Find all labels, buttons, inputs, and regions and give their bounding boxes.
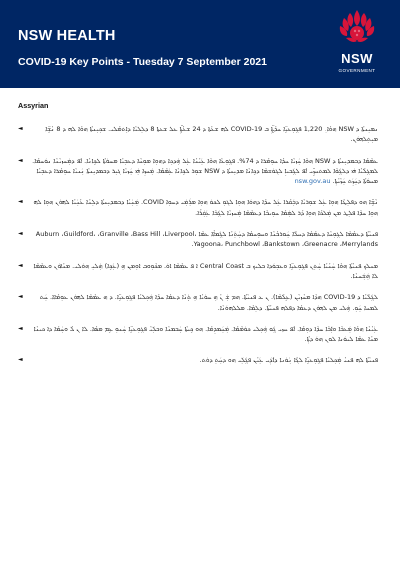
list-item-text: ܥܡܵܡܵܐ ܕܒܡܕܝܼܢܬܵܐ ܕ NSW ܗܘܵܐ ܚܲܙܝܵܐ ܚܕܵܐ ܚܘܼܡܵܪܐ ܕ 74%. ܦܓܼܘܼܥܵܐ ܗܘܵܐ ܥܲܝܵܢܵܐ ܥܲܠ ܗܲܕܟܸܐ ܕܗܘܼܐ ܡܘܼܚܵܐ ܕܥܒܼܝܵܐ ܡܚܘܿܬܵܐ ܠܟܹܐܢܵܐ. ܐܵܦ ܕܡܲܚܙܝܵܢܵܐ ܢܘܿܚܡܵܐ. ܠܡܓܼܠܵܝܵܐ ܗܿܝ ܕܠܓܲܘܵܐ ܠܡܬܚܙܹ̈ܝ ܐܵܦ ܠܓܲܒܝܐܸ ܠܓܘܿܫܡܵܐ ܕܟܹܐܢܵܐ ܡܕܝܼܢܬܵܐ ܕ NSW ܫܘܼܪ ܠܟܹܐܢܵܐ ܥܲܡܵܡܵܐ. ܡܲܚܙܸܐ ܗܲܝ ܚܲܙܝܵܐ ܓܝܼܪ ܕܒܡܕܝܼܢܬܵܐ ܢܲܢܝܵܐ ܚܘܼܡܵܪܐ ܕܥܒܼܝܵܐ ܡܚܘܿܬܵܐ ܕܚܲܙܲܬ ܚܲܙܵܝܵܬܼܐ.	[32, 156, 378, 186]
language-label: Assyrian	[18, 101, 49, 110]
list-item	[18, 292, 378, 313]
logo-subtext: GOVERNMENT	[338, 68, 376, 73]
list-item-text: ܢܡܝܼܢܬܵܐ ܕ NSW ܗܘܵܐ܉ 1,220 ܦܓܼܘܼܥܝܹ̈ܐ ܚܕܵܬ݂ܹ̈ܐ ܒ COVID-19 ܠܗ ܫܥܵܬܐ ܕ 24 ܫܥܵܬܹ̈ܐ ܥܠ ܫܥܬܐ 8 ܕܠܸܠܝܵܐ ܕܐܸܬܡܵܠܝ. ܫܟܼܝܼܢܬܵܐ ܗܘܵܐ ܠܗ ܕ 8 ܢܵܫܹ̈ܐ ܡܝܼܬܼܠܗܘܿܢ.	[45, 125, 378, 144]
list-item-text: ܢܵܫܹ̈ܐ ܗܘ ܕܦܠܸܛܵܐ ܗܘܼܐ ܥܲܠ ܫܘܼܪܝܵܐ ܕܒܲܩܵܪܐ ܥܲܠ ܚܕܵܐ ܕܗܘܿܐ ܗܘܼܐ ܠܓܘܼ ܠܟܘܿ ܗܘܼܐ ܡܪܲܡܲܝ ܕܚܘܼܐ COVID. ܡܲܢܲܝܵܐ ܕܒܡܕܝܼܢܬܵܐ ܕܠܸܢܵܐ ܥܵܢܲܝܵܐ ܠܗܘܿܢ ܗܘܼܐ ܠܗ ܗܘܸܐ ܚܕܵܐ ܦܠܸܛ ܡܢ ܡܲܠܟܵܐ ܗܘܼܐ ܕܵܪ ܠܡܲܡܵܐ ܚܘܼܝܒܵܐ ܕܥܡܵܡܵܐ ܡܲܚܙܝܵܐ ܠܓܲܒܵܐ ܥܲܩܲܪܵܐ.	[33, 198, 378, 217]
list-item	[18, 324, 378, 345]
bullet-arrow-icon: ◄	[18, 125, 23, 132]
nsw-government-logo	[326, 8, 388, 80]
waratah-flower-icon	[326, 8, 388, 52]
list-item-text: ܥܲܝܵܢܵܐ ܗܘܵܐ ܡܲܥܒܵܐ ܘܐܲܒܵܐ ܚܕܵܐ ܕܘܼܡܵܐ. ܐܵܦ ܚܙܝ ܓܲܘ ܗܲܟܼܠܝ ܟܘܿܡܵܡܵܐ. ܡܲܚܲܡܕܸܡܵܐ. ܗܘ ܟܹܝܬܵܐ ܚܲܒܡܢܵܐ ܘܒܠܲܝܵ ܦܓܼܘܼܥܝܹ̈ܐ ܚܲܢܘܼ ܥܹܡ ܡܣܵܐ. ܠܐ ܢ ܠܵ ܘܚܲܡܵܐ ܕܐ ܟܝܢܵܐ ܡܢܵܐ ܥܡܵܐ ܠܝܘܿܢܐ ܠܘܢ ܗܘܿ ܕܬܼܵܐ.	[33, 324, 378, 344]
bullet-arrow-icon: ◄	[18, 230, 23, 238]
list-item-text: ܡܢܠܟ ܦܢܝܵܬܵܐ ܗܘܵܐ ܚܲܢܵܝܵܐ ܚܲܬܸܢ ܦܓܼܘܼܥܝܹ̈ܐ ܘܥܒܼܘܿܕܐ ܒܠܝܟ ܒ Central Coast ܐ ܦ ܥܡܵܡܵܐ ܐܘܿ. ܡܟܵܘܼܘܒ ܐܘܼܡܢ ܗܸ (ܥܲܟܹܐ) ܗܲܠܝܼ ܗܘܿܠܝ. ܡܢܵܐܘܿܢ ܘܥܡܵܡܵܐ ܠܐ ܗܲܫܲܚܢܵܐ.	[33, 261, 378, 280]
website-link[interactable]: nsw.gov.au	[294, 177, 331, 186]
list-item	[18, 124, 378, 145]
list-item	[18, 229, 378, 250]
bullet-arrow-icon: ◄	[18, 324, 23, 332]
list-item	[18, 355, 378, 365]
list-item	[18, 156, 378, 187]
page-header	[0, 0, 400, 88]
list-item	[18, 261, 378, 282]
logo-wordmark: NSW	[341, 51, 373, 66]
list-item-text: ܠܓܲܠܵܝܵܐ ܕ COVID-19 ܗܕܵܐ ܡܚܵܙܝܵܢ (ܥܹܠܵܡܵܐ). ܢ ܥ ܦܢܝܵܬܵܐ. ܗܡ ܫܲ ܢܵ ܗܸ ܚܘܿܝܵܐ ܗܸ ܬܼܲܢܵܐ ܕܥܡܵܐ ܚܕܵܐ ܗܲܟܼܠܝܵܐ ܦܓܼܘܼܥܝܹ̈ܐ. ܕ ܗ ܥܡܵܡܵܐ ܠܗܘܿܢ ܥܘܼܡܵܐܐ. ܚܲܬ ܠܡܚܐ ܚܲܘܼ. ܗܲܠܝ ܡܢ ܠܗܘܿܢ ܕܥܡܵܐ ܕܦܠܗ ܦܢܝܵܬܵܐ. ܕܠܸܡܵܐ. ܡܠܠܗܘܿܢܵܐ.	[39, 293, 378, 312]
list-item	[18, 197, 378, 218]
key-points-list	[18, 124, 378, 377]
list-item-text: ܦܢܝܵܬܵܐ ܕܥܡܵܡܵܐ ܠܓܼܘܼܚܵܐ ܕܥܡܵܡܵܐ ܕܚܠܵܐ ܚܲܘܪܒܵܢܵܐ ܘܚܘܼܚܡܵܐ ܕܚܲܬܲܢܵܐ ܠܓܲܡܐܵܐ ܥܡܵܐ Auburn ،Guildford، ،Granville ،Bass Hill ،Liverpool، Yagoona، Punchbowl ،Bankstown ،Greenacre ،Merrylands.	[35, 230, 378, 249]
bullet-arrow-icon: ◄	[18, 156, 23, 164]
bullet-arrow-icon: ◄	[18, 356, 23, 364]
bullet-arrow-icon: ◄	[18, 293, 23, 301]
bullet-arrow-icon: ◄	[18, 198, 23, 206]
page-subtitle: COVID-19 Key Points - Tuesday 7 September 2021	[18, 56, 267, 68]
list-item-text: ܦܢܝܵܬܵܐ ܠܗ ܦܢܝܵ ܡܲܟܼܠܝܵܐ ܦܓܼܘܼܥܝܹ̈ܐ ܠܓܵܐ ܢܲܘܿܢܐ ܕܐܵܕܲܝ ܥܲܝܵܢ ܦܓܲܠܲܝ ܗܘ ܕܚܲܬܼ ܕܘܿܬ.	[199, 356, 378, 365]
org-title: NSW HEALTH	[18, 28, 116, 44]
bullet-arrow-icon: ◄	[18, 261, 23, 269]
